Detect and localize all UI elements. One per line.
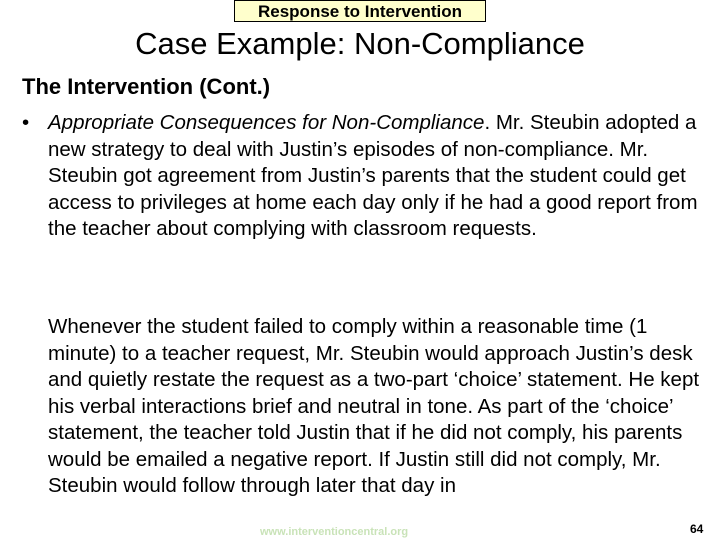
slide-subtitle: The Intervention (Cont.): [22, 74, 271, 99]
bullet-marker: •: [22, 111, 30, 134]
footer-url: www.interventioncentral.org: [260, 526, 409, 538]
bullet-text: [48, 110, 712, 243]
slide-title: Case Example: Non-Compliance: [135, 26, 585, 61]
body-paragraph: Whenever the student failed to comply within a reasonable time (1 minute) to a teacher request, Mr. Steubin would approach Justin’s desk and quietly restate the request as a two-part ‘choice’ statement. He kept his verbal interactions brief and neutral in tone. As part of the ‘choice’ statement, the teacher told Justin that if he did not comply, his parents would be emailed a negative report. If Justin still did not comply, Mr. Steubin would follow through later that day in: [48, 315, 700, 497]
page-number: 64: [690, 522, 704, 536]
header-banner: Response to Intervention: [234, 0, 486, 22]
bullet-body: . Mr. Steubin adopted a new strategy to deal with Justin’s episodes of non-compliance. Mr. Steubin got agreement from Justin’s parents that the student could get access to privileges at home each day only if he had a good report from the teacher about complying with classroom requests.: [48, 111, 698, 240]
bullet-lead-italic: Appropriate Consequences for Non-Compliance: [48, 111, 485, 134]
bullet-item: [22, 110, 712, 243]
